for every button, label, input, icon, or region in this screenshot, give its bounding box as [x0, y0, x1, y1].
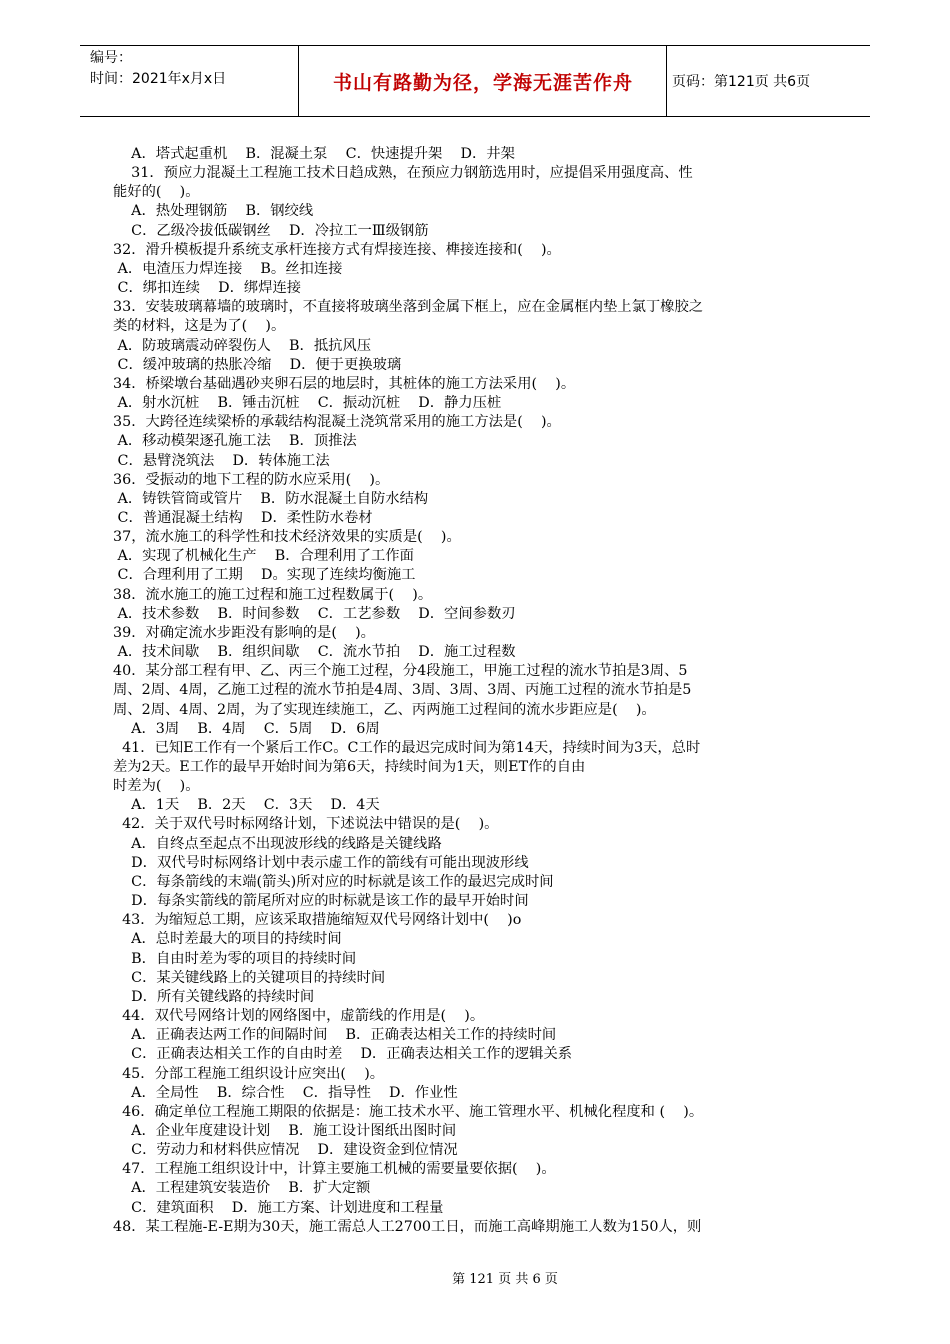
text-line: 37，流水施工的科学性和技术经济效果的实质是( )。	[113, 529, 461, 546]
text-line: C．某关键线路上的关键项目的持续时间	[113, 969, 386, 986]
text-line: 35．大跨径连续梁桥的承载结构混凝土浇筑常采用的施工方法是( )。	[113, 414, 561, 431]
text-line: A．热处理钢筋 B．钢绞线	[113, 203, 314, 220]
text-line: 能好的( )。	[113, 184, 200, 201]
header-meta	[90, 48, 226, 90]
text-line: A．3周 B．4周 C．5周 D．6周	[113, 720, 380, 737]
text-line: A．企业年度建设计划 B．施工设计图纸出图时间	[113, 1122, 457, 1139]
text-line: 类的材料，这是为了( )。	[113, 318, 286, 335]
text-line: C．每条箭线的末端(箭头)所对应的时标就是该工作的最迟完成时间	[113, 873, 554, 890]
text-line: 43．为缩短总工期，应该采取措施缩短双代号网络计划中( )o	[113, 912, 522, 929]
text-line: 40．某分部工程有甲、乙、丙三个施工过程，分4段施工，甲施工过程的流水节拍是3周、5	[113, 663, 688, 680]
text-line: A．铸铁管筒或管片 B．防水混凝土自防水结构	[113, 490, 429, 507]
code-label: 编号：	[90, 50, 132, 66]
text-line: C．普通混凝土结构 D．柔性防水卷材	[113, 509, 373, 526]
text-line: A．正确表达两工作的间隔时间 B．正确表达相关工作的持续时间	[113, 1027, 557, 1044]
text-line: C．绑扣连续 D．绑焊连接	[113, 280, 302, 297]
text-line: 41．已知E工作有一个紧后工作C。C工作的最迟完成时间为第14天，持续时间为3天，总时	[113, 739, 701, 756]
document-body	[113, 145, 848, 1237]
text-line: 46．确定单位工程施工期限的依据是：施工技术水平、施工管理水平、机械化程度和 ( )。	[113, 1103, 704, 1120]
text-line: 47．工程施工组织设计中，计算主要施工机械的需要量要依据( )。	[113, 1161, 556, 1178]
header-motto: 书山有路勤为径，学海无涯苦作舟	[332, 71, 633, 94]
text-line: 39．对确定流水步距没有影响的是( )。	[113, 624, 375, 641]
text-line: A．射水沉桩 B．锤击沉桩 C．振动沉桩 D．静力压桩	[113, 395, 502, 412]
text-line: A．技术间歇 B．组织间歇 C．流水节拍 D．施工过程数	[113, 644, 516, 661]
text-line: 31．预应力混凝土工程施工技术日趋成熟，在预应力钢筋选用时，应提倡采用强度高、性	[113, 165, 693, 182]
time-label: 时间：2021年x月x日	[90, 71, 227, 87]
text-line: 时差为( )。	[113, 778, 200, 795]
text-line: A．全局性 B．综合性 C．指导性 D．作业性	[113, 1084, 458, 1101]
text-line: A．1天 B．2天 C．3天 D．4天	[113, 797, 380, 814]
text-line: C．正确表达相关工作的自由时差 D．正确表达相关工作的逻辑关系	[113, 1046, 573, 1063]
text-line: 42．关于双代号时标网络计划，下述说法中错误的是( )。	[113, 816, 499, 833]
text-line: 36．受振动的地下工程的防水应采用( )。	[113, 471, 390, 488]
header-divider-right	[666, 46, 667, 116]
text-line: 周、2周、4周、2周，为了实现连续施工，乙、丙两施工过程间的流水步距应是( )。	[113, 701, 656, 718]
text-line: 45．分部工程施工组织设计应突出( )。	[113, 1065, 385, 1082]
text-line: C．乙级冷拔低碳钢丝 D．冷拉工一Ⅲ级钢筋	[113, 222, 429, 239]
text-line: C．缓冲玻璃的热胀冷缩 D．便于更换玻璃	[113, 356, 402, 373]
text-line: D．所有关键线路的持续时间	[113, 988, 315, 1005]
text-line: D．双代号时标网络计划中表示虚工作的箭线有可能出现波形线	[113, 854, 529, 871]
text-line: A．总时差最大的项目的持续时间	[113, 931, 342, 948]
page-header	[80, 45, 870, 117]
text-line: 差为2天。E工作的最早开始时间为第6天，持续时间为1天，则ET作的自由	[113, 759, 586, 775]
text-line: 38．流水施工的施工过程和施工过程数属于( )。	[113, 586, 433, 603]
text-line: A．工程建筑安装造价 B．扩大定额	[113, 1180, 371, 1197]
text-line: A．防玻璃震动碎裂伤人 B．抵抗风压	[113, 337, 372, 354]
text-line: C．合理利用了工期 D。实现了连续均衡施工	[113, 567, 416, 584]
text-line: 44．双代号网络计划的网络图中，虚箭线的作用是( )。	[113, 1008, 485, 1025]
text-line: C．劳动力和材料供应情况 D．建设资金到位情况	[113, 1142, 458, 1159]
text-line: B．自由时差为零的项目的持续时间	[113, 950, 357, 967]
header-page-info: 页码：第121页 共6页	[672, 74, 811, 90]
text-line: C．悬臂浇筑法 D．转体施工法	[113, 452, 330, 469]
header-divider-left	[298, 46, 299, 116]
text-line: A．电渣压力焊连接 B。丝扣连接	[113, 260, 343, 277]
text-line: A．移动模架逐孔施工法 B．顶推法	[113, 433, 357, 450]
text-line: 48．某工程施-E-E期为30天，施工需总人工2700工日，而施工高峰期施工人数为150人，则	[113, 1218, 702, 1235]
text-line: 周、2周、4周，乙施工过程的流水节拍是4周、3周、3周、3周、丙施工过程的流水节拍是5	[113, 682, 692, 699]
text-line: A．技术参数 B．时间参数 C．工艺参数 D．空间参数刃	[113, 605, 516, 622]
text-line: A．自终点至起点不出现波形线的线路是关键线路	[113, 835, 442, 852]
text-line: 34．桥梁墩台基础遇砂夹卵石层的地层时，其桩体的施工方法采用( )。	[113, 375, 576, 392]
page-footer: 第 121 页 共 6 页	[452, 1272, 558, 1287]
text-line: C．建筑面积 D．施工方案、计划进度和工程量	[113, 1199, 444, 1216]
text-line: 33．安装玻璃幕墙的玻璃时，不直接将玻璃坐落到金属下框上，应在金属框内垫上氯丁橡胶之	[113, 299, 704, 316]
text-line: D．每条实箭线的箭尾所对应的时标就是该工作的最早开始时间	[113, 893, 529, 910]
text-line: A．塔式起重机 B．混凝土泵 C．快速提升架 D．井架	[113, 146, 515, 162]
text-line: 32．滑升模板提升系统支承杆连接方式有焊接连接、榫接连接和( )。	[113, 241, 561, 258]
text-line: A．实现了机械化生产 B．合理利用了工作面	[113, 548, 414, 565]
